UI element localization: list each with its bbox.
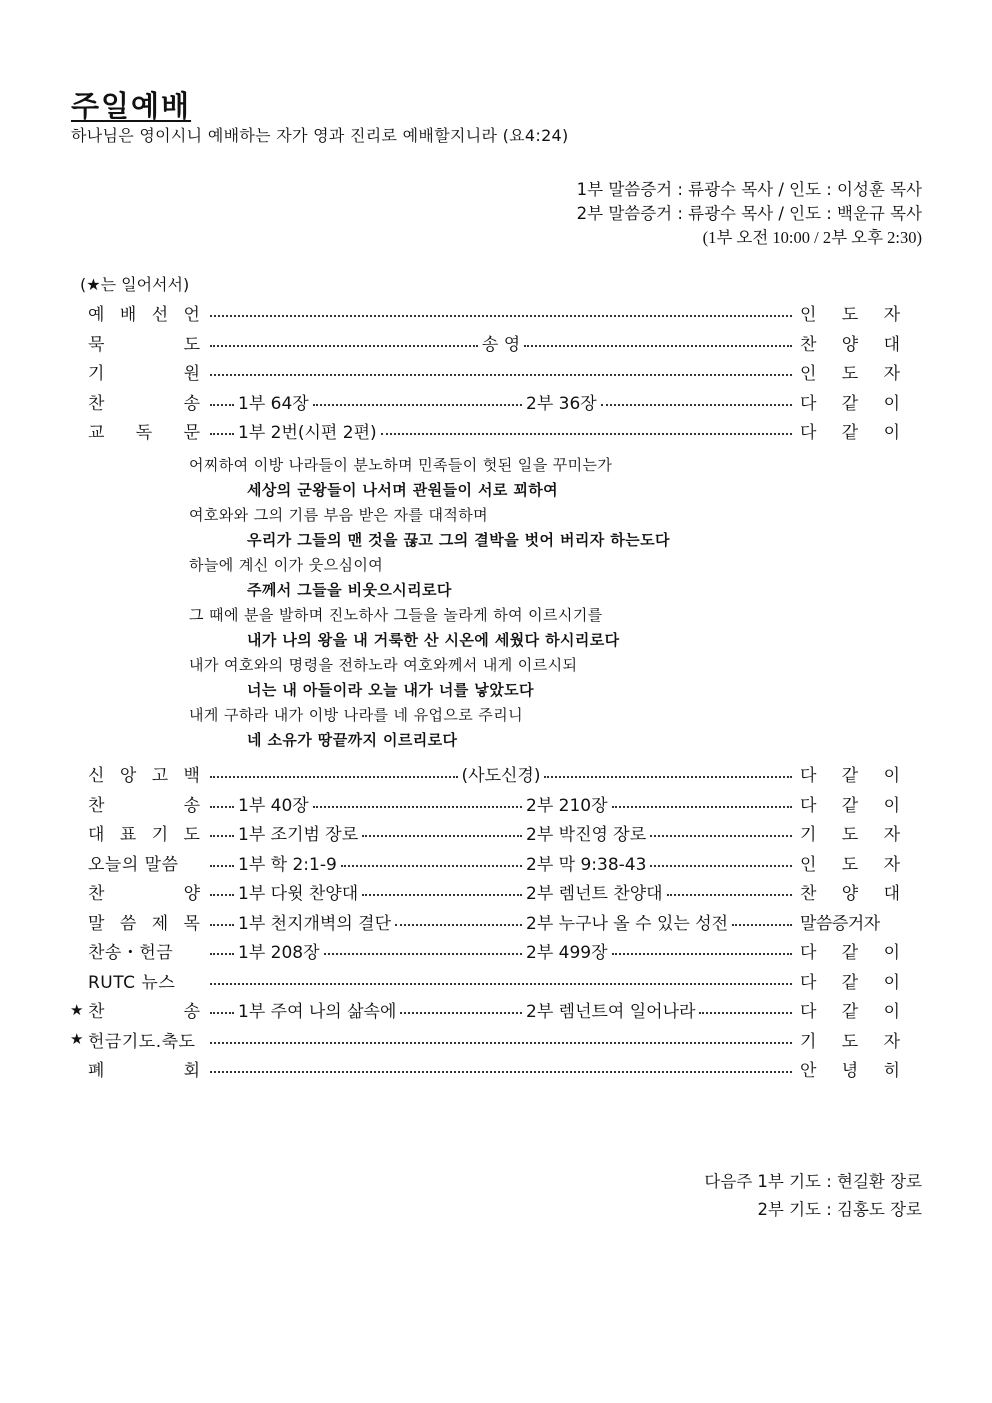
order-label-char: 신 [88, 766, 105, 787]
order-label-char: 헌금기도.축도 [88, 1031, 196, 1052]
order-role [796, 879, 900, 904]
leader-dots [650, 834, 792, 837]
leader-dots [544, 775, 792, 778]
order-label-char: 양 [183, 884, 200, 905]
order-label-char: 백 [183, 766, 200, 787]
order-role-char: 말씀증거자 [800, 913, 880, 934]
leader-dots [612, 805, 792, 808]
order-label-char: 씀 [119, 913, 137, 934]
preacher-line-2: 2부 말씀증거 : 류광수 목사 / 인도 : 백운규 목사 [576, 204, 922, 223]
order-label-char: 기 [88, 364, 105, 385]
order-label-char: 목 [183, 913, 200, 934]
order-label [88, 791, 206, 816]
order-row [70, 877, 900, 907]
order-row [70, 759, 900, 789]
order-role-char: 자 [883, 1031, 900, 1052]
order-role-char: 같 [841, 1002, 859, 1023]
leader-line: 어찌하여 이방 나라들이 분노하며 민족들이 헛된 일을 꾸미는가 [189, 456, 613, 474]
order-label [88, 820, 206, 845]
leader-dots [210, 1041, 792, 1044]
order-role [796, 330, 900, 355]
order-role-char: 다 [800, 795, 817, 816]
leader-dots [210, 1070, 792, 1073]
order-label-char: 송 [183, 393, 200, 414]
part-2-detail: 2부 누구나 올 수 있는 성전 [526, 913, 729, 934]
order-row [70, 1025, 900, 1055]
order-detail [206, 389, 526, 414]
preacher-info [577, 178, 922, 250]
order-role-char: 자 [883, 854, 900, 875]
order-role-char: 다 [800, 1002, 817, 1023]
order-role-char: 기 [800, 1031, 817, 1052]
order-role-char: 같 [841, 972, 859, 993]
order-label-char: 선 [151, 305, 169, 326]
order-role-char: 다 [800, 766, 817, 787]
order-label-char: 문 [183, 423, 200, 444]
order-row [70, 995, 900, 1025]
order-role-char: 도 [841, 364, 859, 385]
next-week-prayer [704, 1168, 922, 1224]
leader-dots [210, 864, 234, 867]
part-2-cell [526, 909, 796, 934]
leader-dots [601, 403, 792, 406]
part-2-cell [526, 791, 796, 816]
order-label-char: 도 [183, 825, 200, 846]
leader-dots [210, 403, 234, 406]
order-role-char: 자 [883, 364, 900, 385]
part-2-detail: 2부 막 9:38-43 [526, 854, 647, 875]
leader-dots [210, 775, 458, 778]
order-label-char: 찬 [88, 884, 105, 905]
leader-dots [381, 432, 792, 435]
order-role-char: 다 [800, 943, 817, 964]
order-label-char: 고 [151, 766, 169, 787]
next-week-prayer-1: 다음주 1부 기도 : 현길환 장로 [704, 1172, 922, 1191]
congregation-response: 네 소유가 땅끝까지 이르리로다 [247, 731, 458, 749]
leader-dots [667, 893, 792, 896]
leader-dots [210, 314, 792, 317]
part-2-detail: 2부 210장 [526, 795, 608, 816]
order-label-char: 찬 [88, 1002, 105, 1023]
order-label [88, 761, 206, 786]
order-label-char: 배 [119, 305, 137, 326]
leader-dots [210, 952, 234, 955]
order-role-char: 자 [883, 305, 900, 326]
leader-dots [524, 344, 792, 347]
order-role [796, 359, 900, 384]
order-row [70, 907, 900, 937]
order-role-char: 찬 [800, 334, 817, 355]
order-detail [206, 879, 526, 904]
order-label-char: 찬 [88, 393, 105, 414]
leader-dots [612, 952, 792, 955]
order-role [796, 820, 900, 845]
order-role-char: 다 [800, 393, 817, 414]
leader-dots [210, 373, 792, 376]
part-2-cell [526, 938, 796, 963]
order-role [796, 968, 900, 993]
order-label-char: RUTC 뉴스 [88, 972, 176, 993]
order-label-char: 도 [183, 334, 200, 355]
part-2-detail: 2부 499장 [526, 943, 608, 964]
order-label-char: 언 [183, 305, 200, 326]
part-1-detail: 1부 64장 [238, 393, 309, 414]
part-2-cell [526, 997, 796, 1022]
order-label [88, 997, 206, 1022]
order-role [796, 389, 900, 414]
leader-dots [341, 864, 522, 867]
order-of-worship-part-2 [70, 759, 900, 1084]
order-detail [206, 909, 526, 934]
leader-dots [395, 923, 522, 926]
order-detail [206, 850, 526, 875]
order-role [796, 418, 900, 443]
order-role-char: 인 [800, 364, 817, 385]
order-role [796, 300, 900, 325]
order-label [88, 330, 206, 355]
part-2-detail: 2부 렘넌트여 일어나라 [526, 1002, 696, 1023]
order-row [70, 328, 900, 358]
part-2-cell [526, 879, 796, 904]
order-role-char: 대 [883, 334, 900, 355]
order-label-char: 교 [88, 423, 105, 444]
leader-dots [210, 923, 234, 926]
order-role [796, 938, 900, 963]
scripture-verse: 하나님은 영이시니 예배하는 자가 영과 진리로 예배할지니라 (요4:24) [71, 126, 569, 145]
order-detail [206, 367, 796, 376]
order-role-char: 같 [841, 393, 859, 414]
responsive-reading [189, 453, 670, 753]
order-of-worship-part-1 [70, 298, 900, 446]
order-row [70, 966, 900, 996]
order-role-char: 인 [800, 854, 817, 875]
order-row [70, 818, 900, 848]
leader-dots [313, 403, 522, 406]
order-detail [206, 330, 796, 355]
leader-dots [210, 893, 234, 896]
order-row [70, 1054, 900, 1084]
order-label-char: 찬 [88, 795, 105, 816]
order-label [88, 418, 206, 443]
order-row [70, 936, 900, 966]
part-1-detail: 1부 천지개벽의 결단 [238, 913, 391, 934]
order-label-char: 송 [183, 795, 200, 816]
order-label-char: 대 [88, 825, 105, 846]
order-role-char: 자 [883, 825, 900, 846]
order-label [88, 938, 206, 963]
order-label [88, 1056, 206, 1081]
order-role-char: 대 [883, 884, 900, 905]
stand-marker: ★ [70, 1000, 84, 1019]
leader-dots [400, 1011, 522, 1014]
standing-note: (★는 일어서서) [80, 275, 190, 294]
order-row [70, 416, 900, 446]
order-role [796, 997, 900, 1022]
part-2-cell [526, 820, 796, 845]
order-label-char: 말 [88, 913, 105, 934]
order-role-char: 같 [841, 943, 859, 964]
service-times: (1부 오전 10:00 / 2부 오후 2:30) [702, 228, 922, 247]
order-role-char: 이 [883, 766, 900, 787]
leader-line: 그 때에 분을 발하며 진노하사 그들을 놀라게 하여 이르시기를 [189, 606, 603, 624]
order-label-char: 앙 [119, 766, 137, 787]
leader-dots [362, 893, 522, 896]
order-label-char: 폐 [88, 1061, 105, 1082]
part-1-detail: 1부 208장 [238, 943, 320, 964]
order-role-char: 인 [800, 305, 817, 326]
order-detail [206, 976, 796, 985]
order-role-char: 이 [883, 972, 900, 993]
leader-dots [699, 1011, 792, 1014]
order-row [70, 357, 900, 387]
part-2-detail: 2부 렘넌트 찬양대 [526, 884, 663, 905]
order-role [796, 850, 900, 875]
leader-dots [210, 982, 792, 985]
leader-line: 여호와와 그의 기름 부음 받은 자를 대적하며 [189, 506, 489, 524]
part-2-detail: 2부 박진영 장로 [526, 825, 647, 846]
leader-dots [210, 805, 234, 808]
congregation-response: 우리가 그들의 맨 것을 끊고 그의 결박을 벗어 버리자 하는도다 [247, 531, 670, 549]
order-role-char: 같 [841, 795, 859, 816]
order-row [70, 848, 900, 878]
order-label [88, 968, 206, 993]
part-1-detail: 1부 조기범 장로 [238, 825, 359, 846]
order-role-char: 양 [841, 334, 859, 355]
order-role-char: 다 [800, 423, 817, 444]
part-1-detail: 1부 2번(시편 2편) [238, 423, 377, 444]
congregation-response: 주께서 그들을 비웃으시리로다 [247, 581, 452, 599]
order-detail [206, 418, 796, 443]
order-role-char: 도 [841, 305, 859, 326]
order-role-char: 다 [800, 972, 817, 993]
leader-line: 내게 구하라 내가 이방 나라를 네 유업으로 주리니 [189, 706, 523, 724]
order-role-char: 히 [883, 1061, 900, 1082]
order-middle: 송 영 [481, 334, 521, 355]
order-role [796, 1027, 900, 1052]
order-detail [206, 997, 526, 1022]
order-role-char: 이 [883, 943, 900, 964]
order-row [70, 789, 900, 819]
order-label-char: 원 [183, 364, 200, 385]
order-label-char: 기 [151, 825, 169, 846]
leader-line: 내가 여호와의 명령을 전하노라 여호와께서 내게 이르시되 [189, 656, 578, 674]
order-label [88, 850, 206, 875]
order-label [88, 1027, 206, 1052]
order-label-char: 송 [183, 1002, 200, 1023]
order-label-char: 오늘의 말씀 [88, 854, 179, 875]
part-1-detail: 1부 학 2:1-9 [238, 854, 337, 875]
part-1-detail: 1부 주여 나의 삶속에 [238, 1002, 397, 1023]
order-role-char: 녕 [841, 1061, 859, 1082]
congregation-response: 세상의 군왕들이 나서며 관원들이 서로 꾀하여 [247, 481, 559, 499]
order-role-char: 이 [883, 423, 900, 444]
stand-marker: ★ [70, 1030, 84, 1049]
order-label-char: 묵 [88, 334, 105, 355]
leader-line: 하늘에 계신 이가 웃으심이여 [189, 556, 384, 574]
order-row [70, 387, 900, 417]
order-label-char: 찬송・헌금 [88, 943, 174, 964]
page-title: 주일예배 [71, 89, 192, 123]
order-label-char: 회 [183, 1061, 200, 1082]
order-role-char: 도 [841, 854, 859, 875]
order-detail [206, 1064, 796, 1073]
order-role [796, 761, 900, 786]
order-label [88, 359, 206, 384]
order-label [88, 909, 206, 934]
part-2-cell [526, 389, 796, 414]
order-middle: (사도신경) [461, 766, 541, 787]
order-role [796, 791, 900, 816]
order-role-char: 이 [883, 795, 900, 816]
order-role [796, 1056, 900, 1081]
order-role-char: 양 [841, 884, 859, 905]
part-2-detail: 2부 36장 [526, 393, 597, 414]
preacher-line-1: 1부 말씀증거 : 류광수 목사 / 인도 : 이성훈 목사 [576, 180, 922, 199]
order-label [88, 300, 206, 325]
part-1-detail: 1부 다윗 찬양대 [238, 884, 359, 905]
part-2-cell [526, 850, 796, 875]
order-role-char: 기 [800, 825, 817, 846]
order-label-char: 제 [151, 913, 169, 934]
order-label-char: 예 [88, 305, 105, 326]
order-role-char: 안 [800, 1061, 817, 1082]
order-label-char: 독 [135, 423, 153, 444]
leader-dots [210, 834, 234, 837]
leader-dots [732, 923, 792, 926]
leader-dots [650, 864, 792, 867]
order-role-char: 이 [883, 393, 900, 414]
order-role-char: 같 [841, 766, 859, 787]
order-label [88, 389, 206, 414]
order-role-char: 도 [841, 1031, 859, 1052]
order-role-char: 같 [841, 423, 859, 444]
order-detail [206, 791, 526, 816]
order-role [796, 909, 900, 934]
order-label-char: 표 [119, 825, 137, 846]
leader-dots [210, 432, 234, 435]
congregation-response: 너는 내 아들이라 오늘 내가 너를 낳았도다 [247, 681, 534, 699]
leader-dots [210, 1011, 234, 1014]
congregation-response: 내가 나의 왕을 내 거룩한 산 시온에 세웠다 하시리로다 [247, 631, 620, 649]
order-label [88, 879, 206, 904]
order-role-char: 도 [841, 825, 859, 846]
order-detail [206, 308, 796, 317]
order-detail [206, 761, 796, 786]
order-role-char: 찬 [800, 884, 817, 905]
leader-dots [362, 834, 522, 837]
leader-dots [210, 344, 478, 347]
leader-dots [324, 952, 522, 955]
order-detail [206, 1035, 796, 1044]
order-role-char: 이 [883, 1002, 900, 1023]
leader-dots [313, 805, 522, 808]
order-row [70, 298, 900, 328]
next-week-prayer-2: 2부 기도 : 김홍도 장로 [757, 1200, 922, 1219]
order-detail [206, 820, 526, 845]
part-1-detail: 1부 40장 [238, 795, 309, 816]
order-detail [206, 938, 526, 963]
